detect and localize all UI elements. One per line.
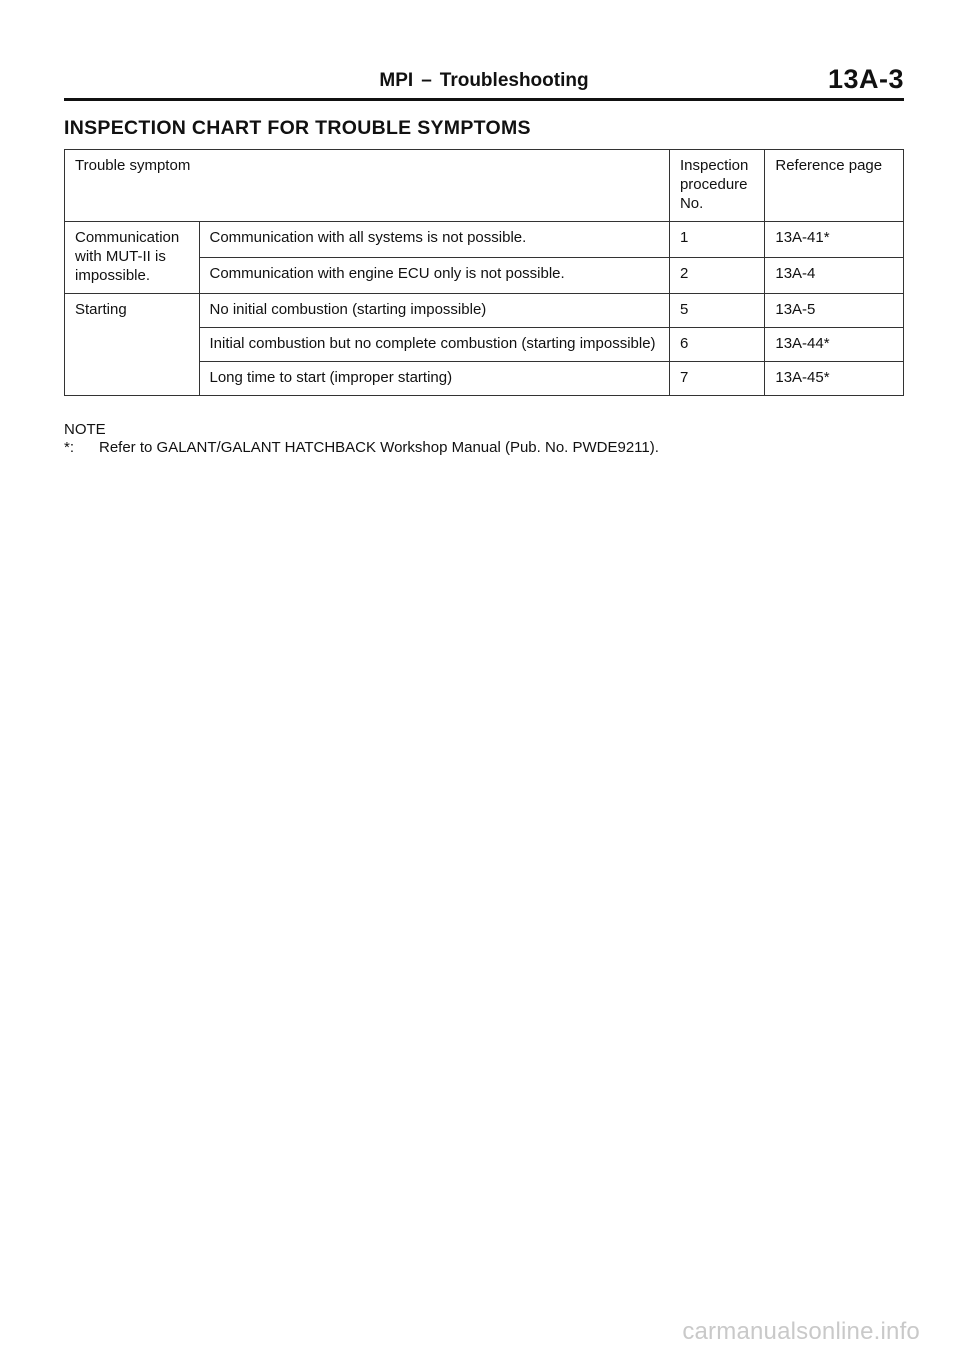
category-cell: Starting — [65, 294, 200, 396]
symptom-cell: Initial combustion but no complete combustion (starting impossible) — [199, 328, 669, 362]
symptom-cell: Communication with all systems is not possible. — [199, 222, 669, 258]
reference-cell: 13A-5 — [765, 294, 904, 328]
procedure-no-cell: 1 — [669, 222, 764, 258]
watermark: carmanualsonline.info — [682, 1318, 920, 1345]
table-row — [65, 294, 904, 328]
procedure-no-cell: 2 — [669, 258, 764, 294]
procedure-no-cell: 5 — [669, 294, 764, 328]
table-row — [65, 222, 904, 258]
symptom-cell: Communication with engine ECU only is not possible. — [199, 258, 669, 294]
note-title: NOTE — [64, 421, 106, 438]
header-topic: Troubleshooting — [439, 70, 589, 91]
note-block — [64, 421, 659, 457]
page-number: 13A-3 — [827, 64, 904, 94]
note-asterisk: *: — [64, 439, 75, 456]
procedure-no-cell: 6 — [669, 328, 764, 362]
header-trouble-symptom: Trouble symptom — [65, 150, 670, 222]
note-line — [64, 439, 659, 457]
category-cell: Communication with MUT-II is impossible. — [65, 222, 200, 294]
note-text: Refer to GALANT/GALANT HATCHBACK Workshop Manual (Pub. No. PWDE9211). — [99, 439, 659, 456]
header-dash: – — [421, 70, 432, 91]
table-header-row — [65, 150, 904, 222]
reference-cell: 13A-44* — [765, 328, 904, 362]
page-header — [64, 66, 904, 101]
inspection-chart-table — [64, 149, 904, 396]
symptom-cell: Long time to start (improper starting) — [199, 362, 669, 396]
procedure-no-cell: 7 — [669, 362, 764, 396]
reference-cell: 13A-45* — [765, 362, 904, 396]
header-procedure-no: Inspection procedure No. — [669, 150, 764, 222]
header-system: MPI — [379, 70, 414, 91]
symptom-cell: No initial combustion (starting impossible) — [199, 294, 669, 328]
header-reference-page: Reference page — [765, 150, 904, 222]
header-title — [64, 70, 904, 92]
reference-cell: 13A-41* — [765, 222, 904, 258]
section-title: INSPECTION CHART FOR TROUBLE SYMPTOMS — [64, 117, 531, 139]
reference-cell: 13A-4 — [765, 258, 904, 294]
